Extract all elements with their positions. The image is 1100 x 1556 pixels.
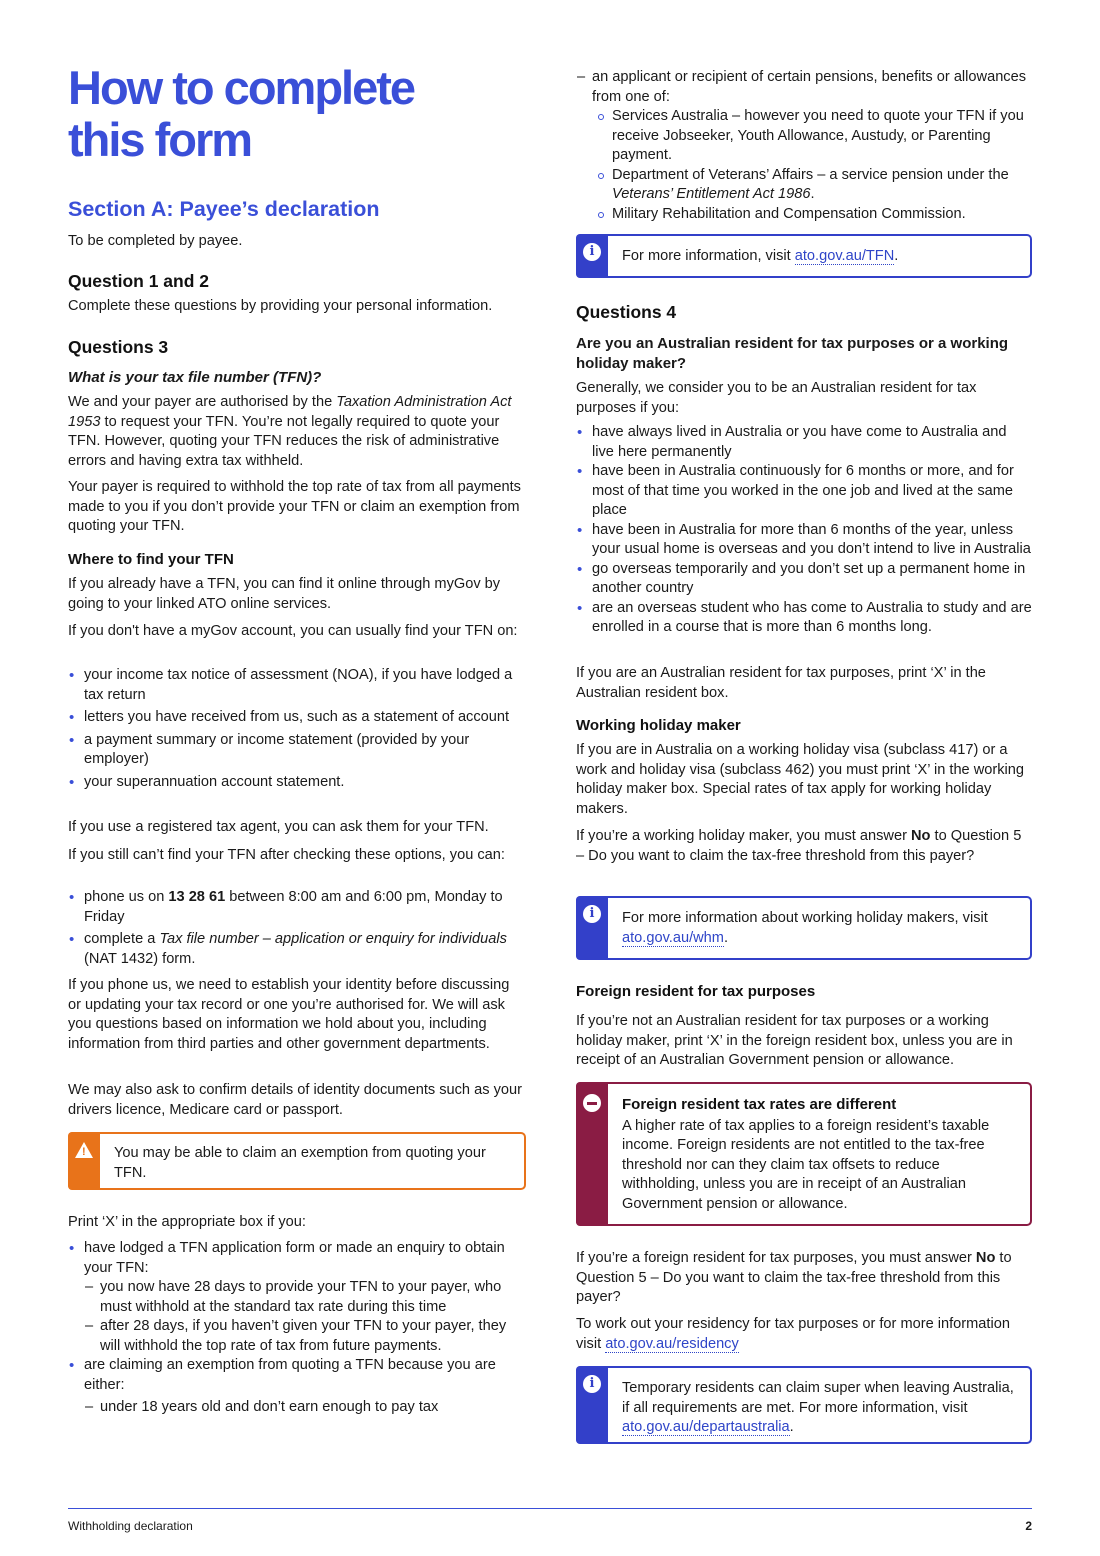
whm-info-callout: [576, 896, 1032, 960]
agency-item: Military Rehabilitation and Compensation Commission.: [560, 205, 1032, 225]
q4-intro: Generally, we consider you to be an Australian resident for tax purposes if you:: [576, 380, 977, 416]
whm-paragraph-1: If you are in Australia on a working holiday visa (subclass 417) or a work and holiday visa (subclass 462) you must print ‘X’ in the working holiday maker box. Special rates of tax apply for working holiday makers.: [576, 742, 1025, 817]
depart-australia-link[interactable]: ato.gov.au/departaustralia: [622, 1419, 790, 1435]
foreign-q5-paragraph: If you’re a foreign resident for tax purposes, you must answer No to Question 5 – Do you want to claim the tax-free threshold from this payer?: [576, 1250, 1012, 1305]
list-item: [68, 1356, 526, 1418]
foreign-rates-text: A higher rate of tax applies to a foreign resident’s taxable income. Foreign residents are not entitled to the tax-free threshold nor can they claim tax offsets to reduce withholding, unless you are in receipt of an Australian Government pension or allowance.: [622, 1117, 990, 1212]
warning-strip: !: [68, 1132, 100, 1190]
sub-list-item: – after 28 days, if you haven’t given your TFN to your payer, they will withhold the top rate of tax from future payments.: [68, 1317, 526, 1356]
whm-paragraph-2: If you’re a working holiday maker, you must answer No to Question 5 – Do you want to claim the tax-free threshold from this payer?: [576, 828, 1022, 864]
phone-number: 13 28 61: [168, 889, 226, 905]
complete-text: complete a: [84, 931, 160, 947]
page-title-line-2: this form: [68, 113, 252, 166]
pension-dash-item: an applicant or recipient of certain pensions, benefits or allowances from one of:: [592, 69, 1027, 105]
residency-info-paragraph: To work out your residency for tax purposes or for more information visit ato.gov.au/residency: [576, 1316, 1010, 1352]
warning-text: You may be able to claim an exemption from quoting your TFN.: [114, 1145, 486, 1181]
list-item: • have been in Australia continuously for 6 months or more, and for most of that time you worked in the one job and lived at the same place: [576, 462, 1032, 521]
identity-paragraph: If you phone us, we need to establish your identity before discussing or updating your tax record or one you’re authorised for. We will ask you questions based on information we hold about you, including information from third parties and other government departments.: [68, 977, 510, 1052]
resident-box-paragraph: If you are an Australian resident for tax purposes, print ‘X’ in the Australian resident box.: [576, 665, 986, 701]
q4-heading: Questions 4: [576, 302, 677, 322]
tfn-info-callout: [576, 234, 1032, 278]
list-item: [68, 888, 526, 927]
sub-list-item: – under 18 years old and don’t earn enough to pay tax: [68, 1398, 526, 1418]
q3-heading: Questions 3: [68, 337, 169, 357]
sub-list-item: [560, 68, 1032, 224]
q3-paragraph-2: Your payer is required to withhold the top rate of tax from all payments made to you if you don’t provide your TFN or claim an exemption from quoting your TFN.: [68, 479, 521, 534]
list-item: [68, 930, 526, 969]
sub-list: [68, 1398, 526, 1418]
foreign-rates-callout: [576, 1082, 1032, 1226]
list-item: • a payment summary or income statement (provided by your employer): [68, 731, 526, 770]
q12-text: Complete these questions by providing your personal information.: [68, 298, 493, 314]
agency-item: Services Australia – however you need to quote your TFN if you receive Jobseeker, Youth Allowance, Austudy, or Parenting payment.: [560, 107, 1032, 166]
whm-link[interactable]: ato.gov.au/whm: [622, 929, 724, 946]
q3-p1-text-end: to request your TFN. You’re not legally required to quote your TFN. However, quoting your TFN reduces the risk of administrative errors and having extra tax withheld.: [68, 413, 500, 469]
dva-text: Department of Veterans’ Affairs – a service pension under the: [612, 166, 1009, 183]
foreign-rates-heading: Foreign resident tax rates are different: [622, 1096, 897, 1113]
contact-options-list: [68, 888, 526, 969]
form-code: (NAT 1432) form.: [84, 950, 196, 967]
list-item: • have always lived in Australia or you have come to Australia and live here permanently: [576, 423, 1032, 462]
sub-list-item: – you now have 28 days to provide your TFN to your payer, who must withhold at the standard tax rate during this time: [68, 1278, 526, 1317]
print-x-item-2: are claiming an exemption from quoting a TFN because you are either:: [84, 1357, 496, 1393]
q3-p1-text: We and your payer are authorised by the: [68, 394, 337, 410]
foreign-resident-paragraph: If you’re not an Australian resident for tax purposes or a working holiday maker, print ‘X’ in the foreign resident box, unless you are in receipt of an Australian Government pension or allowance.: [576, 1013, 1013, 1068]
tfn-info-text: For more information, visit ato.gov.au/TFN.: [622, 248, 899, 264]
list-item: • go overseas temporarily and you don’t set up a permanent home in another country: [576, 560, 1032, 599]
still-cant-find-paragraph: If you still can’t find your TFN after checking these options, you can:: [68, 847, 505, 863]
find-tfn-list: [68, 666, 526, 792]
sub-list: [68, 1278, 526, 1356]
q3-p1-act-name: Taxation Administration Act 1953: [68, 394, 512, 430]
q4-subheading: Are you an Australian resident for tax purposes or a working holiday maker?: [576, 335, 1009, 372]
q3-subheading: What is your tax file number (TFN)?: [68, 369, 322, 386]
exemption-warning-callout: [68, 1132, 526, 1190]
pension-list: [560, 68, 1032, 224]
tfn-link[interactable]: ato.gov.au/TFN: [794, 248, 895, 264]
info-icon: i: [583, 1375, 601, 1393]
print-x-list: [68, 1239, 526, 1418]
residency-link[interactable]: ato.gov.au/residency: [605, 1335, 739, 1352]
info-icon: i: [583, 905, 601, 923]
footer-divider: [68, 1508, 1032, 1509]
identity-docs-paragraph: We may also ask to confirm details of identity documents such as your drivers licence, Medicare card or passport.: [68, 1082, 522, 1118]
list-item: • your superannuation account statement.: [68, 773, 526, 793]
section-a-heading: Section A: Payee’s declaration: [68, 197, 380, 221]
page-title: [68, 62, 526, 166]
list-item: • your income tax notice of assessment (NOA), if you have lodged a tax return: [68, 666, 526, 705]
find-tfn-p1: If you already have a TFN, you can find it online through myGov by going to your linked ATO online services.: [68, 576, 501, 612]
list-item: [68, 1239, 526, 1356]
list-item: • letters you have received from us, such as a statement of account: [68, 708, 526, 728]
print-x-item-1: have lodged a TFN application form or made an enquiry to obtain your TFN:: [84, 1240, 505, 1276]
section-a-intro: To be completed by payee.: [68, 233, 243, 249]
list-item: • are an overseas student who has come to Australia to study and are enrolled in a course that is more than 6 months long.: [576, 599, 1032, 638]
info-icon: i: [583, 243, 601, 261]
whm-info-text: For more information about working holiday makers, visit ato.gov.au/whm.: [622, 910, 988, 946]
temp-residents-callout: [576, 1366, 1032, 1444]
form-name: Tax file number – application or enquiry for individuals: [159, 931, 507, 947]
find-tfn-heading: Where to find your TFN: [68, 551, 234, 568]
page-number: 2: [1025, 1519, 1032, 1533]
list-item: • have been in Australia for more than 6 months of the year, unless your usual home is overseas and you don’t intend to live in Australia: [576, 521, 1032, 560]
q12-heading: Question 1 and 2: [68, 271, 209, 291]
foreign-resident-heading: Foreign resident for tax purposes: [576, 983, 816, 1000]
phone-text: phone us on: [84, 889, 169, 905]
tax-agent-paragraph: If you use a registered tax agent, you can ask them for your TFN.: [68, 819, 489, 835]
phone-hours: between 8:00 am and 6:00 pm, Monday to Friday: [84, 889, 503, 925]
page-title-line-1: How to complete: [68, 61, 415, 114]
print-x-paragraph: Print ‘X’ in the appropriate box if you:: [68, 1214, 306, 1230]
temp-residents-text: Temporary residents can claim super when leaving Australia, if all requirements are met. For more information, visit ato.gov.au/departaustralia.: [622, 1380, 1014, 1435]
agency-list: [560, 107, 1032, 224]
whm-heading: Working holiday maker: [576, 717, 741, 734]
find-tfn-p2: If you don't have a myGov account, you can usually find your TFN on:: [68, 623, 518, 639]
no-entry-icon: [583, 1094, 601, 1112]
dva-act-name: Veterans’ Entitlement Act 1986: [612, 186, 811, 202]
agency-item: Department of Veterans’ Affairs – a service pension under the Veterans’ Entitlement Act 1986.: [560, 166, 1032, 205]
residency-criteria-list: [576, 423, 1032, 638]
footer-label: Withholding declaration: [68, 1519, 193, 1533]
q3-paragraph-1: [68, 393, 526, 471]
